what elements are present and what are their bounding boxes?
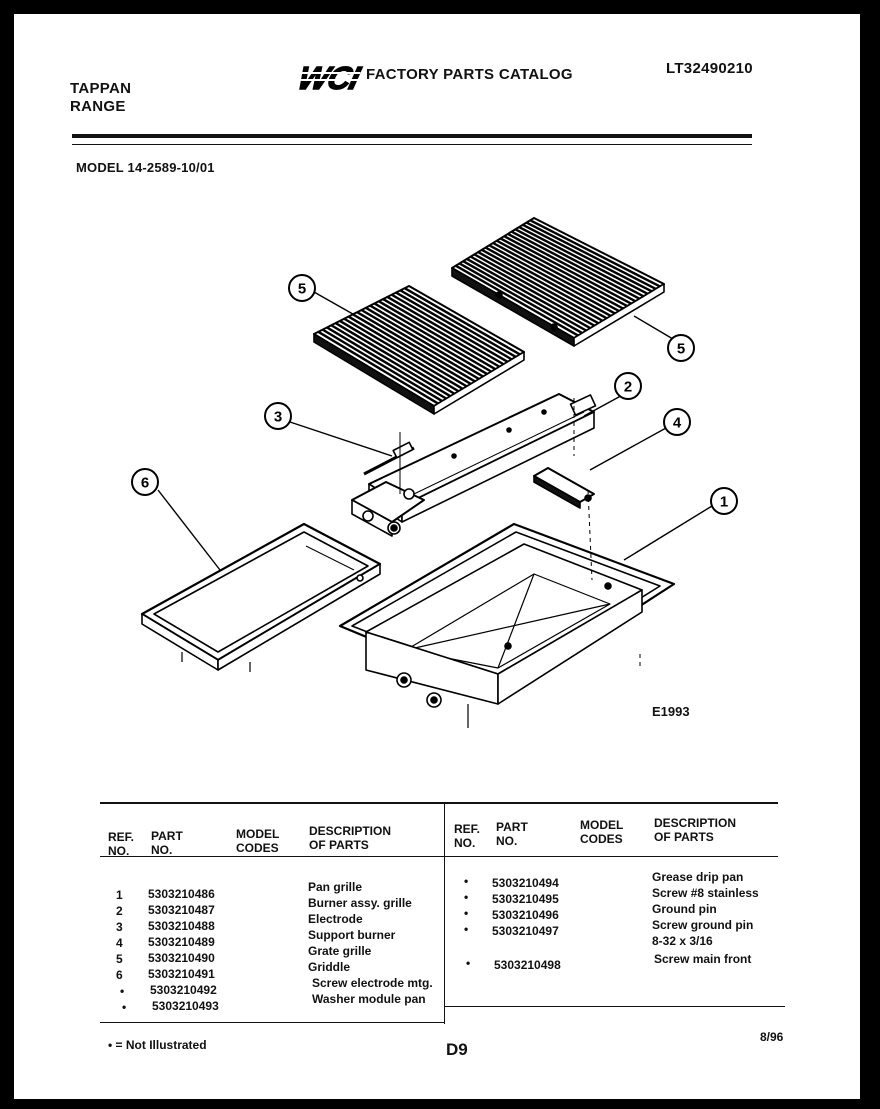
ref-cell: • [122, 1000, 127, 1014]
part-cell: 5303210497 [492, 924, 559, 938]
table-header-rule-right [445, 856, 778, 857]
desc-cell: Pan grille [308, 880, 363, 894]
callout-label: 6 [140, 474, 150, 492]
desc-cell: 8-32 x 3/16 [652, 934, 713, 948]
burner-assembly-part [352, 394, 596, 536]
grate-grille-right-part [452, 218, 664, 346]
callout-1 [711, 488, 737, 514]
ref-cell: • [464, 922, 469, 936]
part-cell: 5303210488 [148, 919, 215, 933]
ref-cell: • [464, 906, 469, 920]
revision-date: 8/96 [760, 1030, 784, 1044]
header-description-right: DESCRIPTION OF PARTS [654, 816, 737, 844]
ref-cell: • [466, 956, 471, 970]
ref-cell: 2 [116, 904, 123, 918]
brand-block [70, 80, 131, 116]
part-cell: 5303210496 [492, 908, 559, 922]
ref-cell: 6 [116, 968, 123, 982]
desc-cell: Ground pin [652, 902, 717, 916]
header-ref-no-right: REF. NO. [454, 822, 481, 850]
table-top-rule [100, 802, 778, 804]
callout-5-left [289, 275, 315, 301]
table-bottom-rule-left [100, 1022, 445, 1023]
wci-logo [294, 58, 366, 96]
part-cell: 5303210493 [152, 999, 219, 1013]
desc-cell: Screw electrode mtg. [312, 976, 433, 990]
ref-cell: • [464, 890, 469, 904]
part-cell: 5303210492 [150, 983, 217, 997]
brand-name: TAPPAN [70, 80, 132, 97]
ref-cell: 5 [116, 952, 123, 966]
desc-cell: Washer module pan [312, 992, 426, 1006]
exploded-parts-diagram [14, 194, 860, 774]
header-ref-no: REF. NO. [108, 830, 135, 858]
header-model-codes-right: MODEL CODES [580, 818, 624, 846]
catalog-page [14, 14, 860, 1099]
part-cell: 5303210487 [148, 903, 215, 917]
part-cell: 5303210489 [148, 935, 215, 949]
part-cell: 5303210495 [492, 892, 559, 906]
pan-grille-part [340, 524, 674, 728]
desc-cell: Electrode [308, 912, 363, 926]
desc-cell: Support burner [308, 928, 396, 942]
header-description: DESCRIPTION OF PARTS [309, 824, 392, 852]
figure-code: E1993 [652, 704, 690, 719]
desc-cell: Griddle [308, 960, 351, 974]
part-cell: 5303210498 [494, 958, 561, 972]
callout-label: 2 [623, 378, 633, 396]
table-divider [444, 802, 445, 1024]
ref-cell: • [120, 984, 125, 998]
header-model-codes: MODEL CODES [236, 827, 280, 855]
part-cell: 5303210486 [148, 887, 215, 901]
logo-text: WCI [294, 60, 363, 96]
ref-cell: • [464, 874, 469, 888]
griddle-part [142, 524, 380, 672]
model-number: MODEL 14-2589-10/01 [76, 160, 215, 175]
product-type: RANGE [70, 98, 126, 115]
part-cell: 5303210491 [148, 967, 215, 981]
desc-cell: Burner assy. grille [308, 896, 412, 910]
desc-cell: Screw #8 stainless [652, 886, 759, 900]
header-rule [72, 134, 752, 138]
header-rule-thin [72, 144, 752, 145]
ref-cell: 4 [116, 936, 123, 950]
desc-cell: Grate grille [308, 944, 372, 958]
header-part-no-right: PART NO. [496, 820, 528, 848]
callout-label: 1 [719, 493, 729, 511]
desc-cell: Screw main front [654, 952, 752, 966]
grate-grille-left-part [314, 286, 524, 414]
callout-label: 5 [676, 340, 686, 358]
callout-label: 5 [297, 280, 307, 298]
part-cell: 5303210490 [148, 951, 215, 965]
callout-5-right [668, 335, 694, 361]
desc-cell: Grease drip pan [652, 870, 744, 884]
ref-cell: 1 [116, 888, 123, 902]
callout-4 [664, 409, 690, 435]
page-number: D9 [446, 1040, 468, 1059]
desc-cell: Screw ground pin [652, 918, 754, 932]
callout-6 [132, 469, 158, 495]
footnote-not-illustrated: • = Not Illustrated [108, 1038, 207, 1052]
callout-3 [265, 403, 291, 429]
ref-cell: 3 [116, 920, 123, 934]
table-bottom-rule-right [445, 1006, 785, 1007]
catalog-title: FACTORY PARTS CATALOG [366, 66, 573, 83]
callout-label: 4 [672, 414, 682, 432]
callout-2 [615, 373, 641, 399]
support-burner-part [534, 468, 594, 508]
callout-label: 3 [273, 408, 283, 426]
header-part-no: PART NO. [151, 829, 183, 857]
part-cell: 5303210494 [492, 876, 559, 890]
catalog-number: LT32490210 [666, 60, 753, 77]
